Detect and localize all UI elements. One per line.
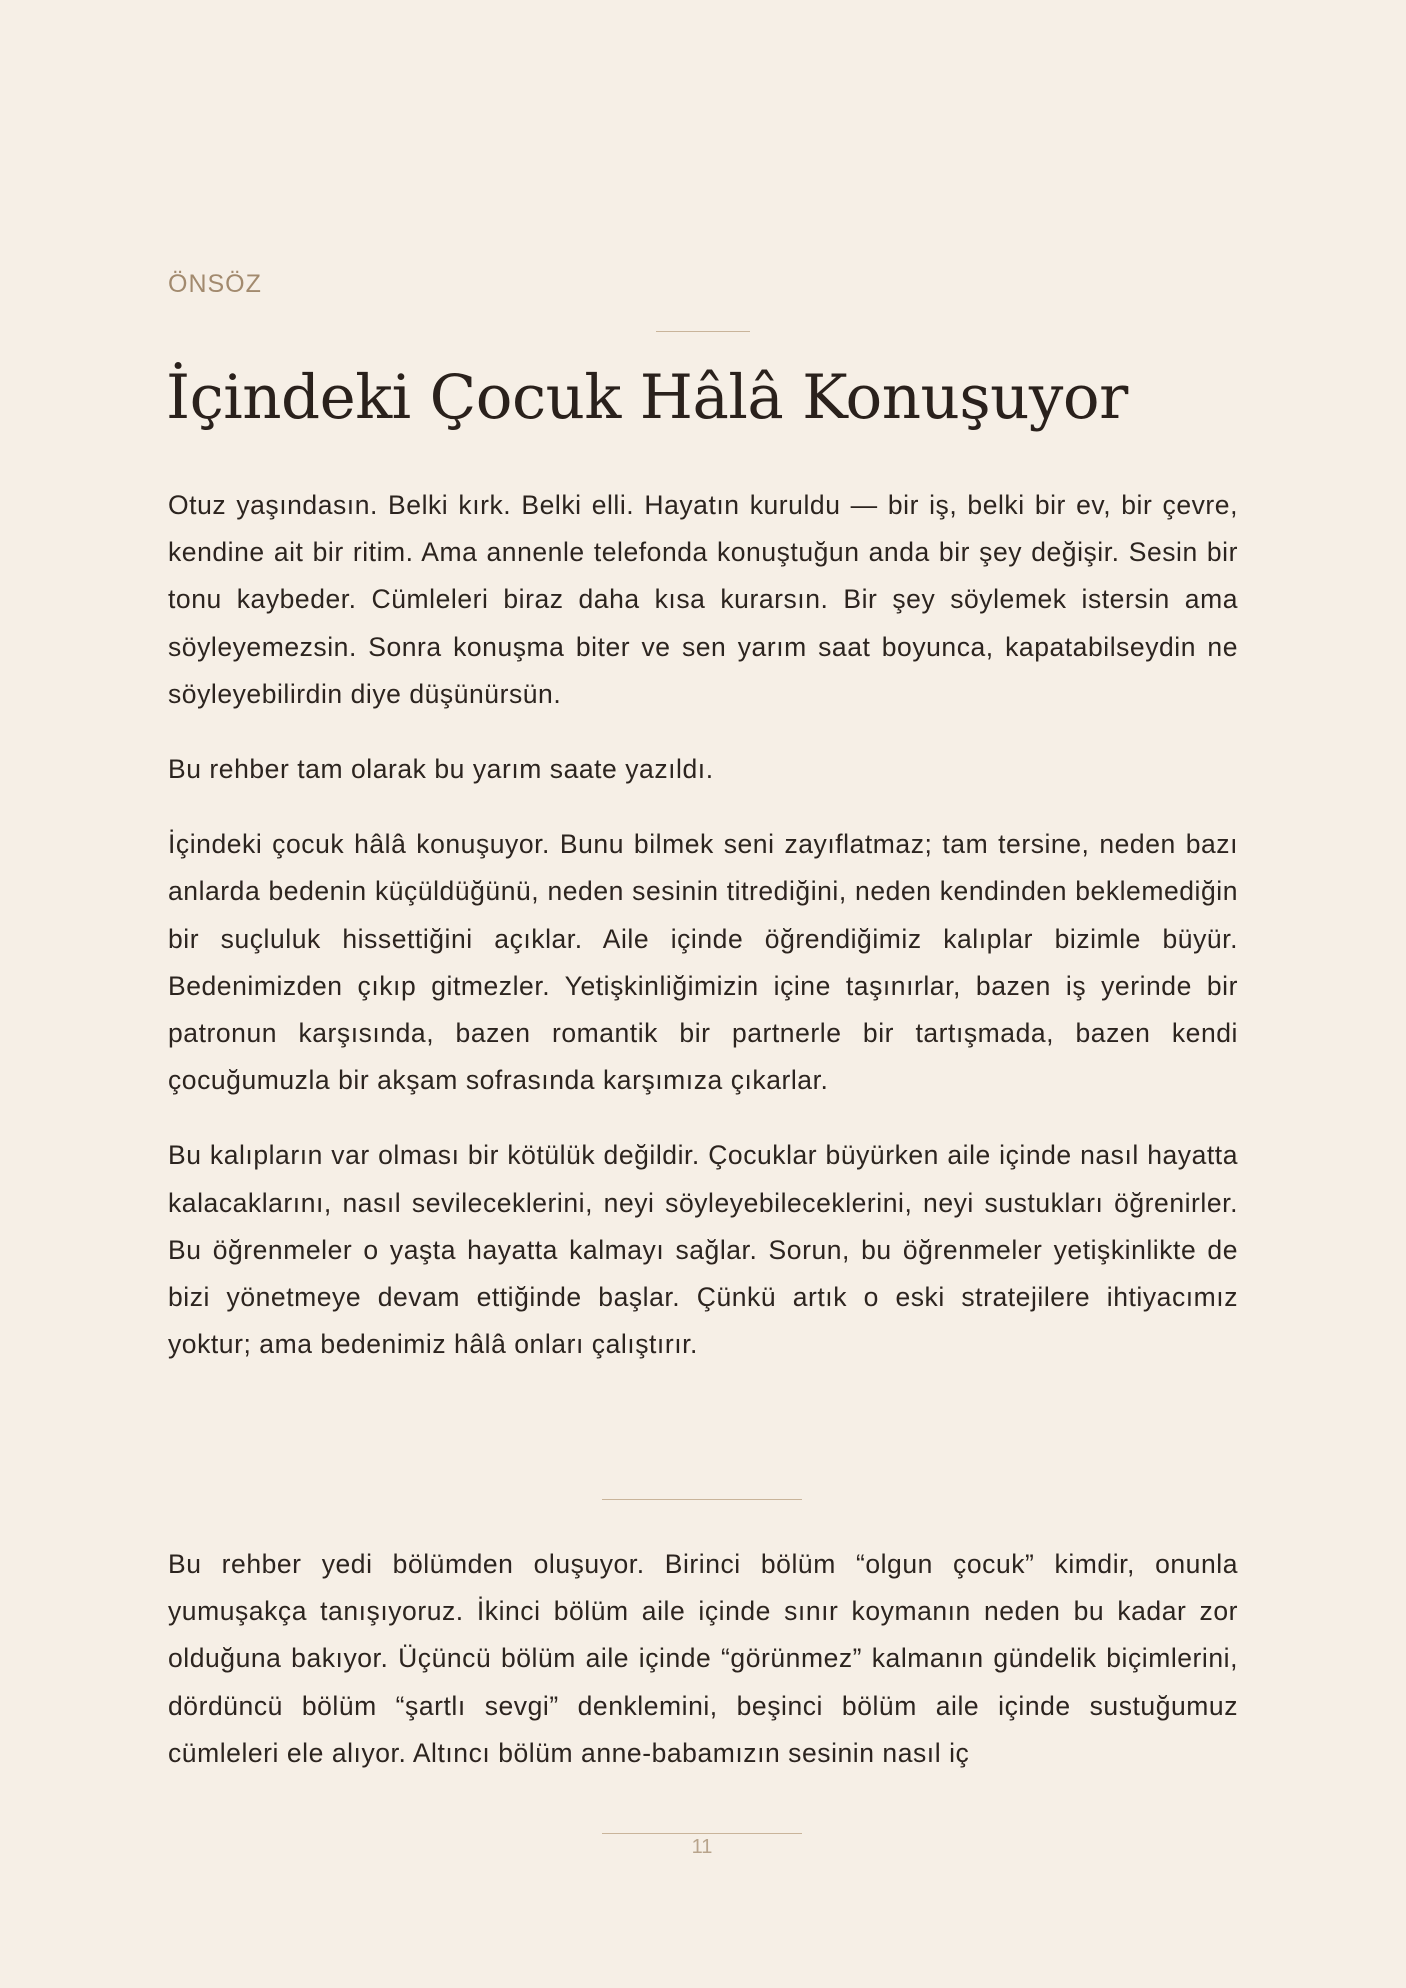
- paragraph: İçindeki çocuk hâlâ konuşuyor. Bunu bilmek seni zayıflatmaz; tam tersine, neden bazı anlarda bedenin küçüldüğünü, neden sesinin titrediğini, neden kendinden beklemediğin bir suçluluk hissettiğini açıklar. Aile içinde öğrendiğimiz kalıplar bizimle büyür. Bedenimizden çıkıp gitmezler. Yetişkinliğimizin içine taşınırlar, bazen iş yerinde bir patronun karşısında, bazen romantik bir partnerle bir tartışmada, bazen kendi çocuğumuzla bir akşam sofrasında karşımıza çıkarlar.: [168, 829, 1238, 1096]
- body-text-continued: [168, 1541, 1238, 1781]
- section-divider: [602, 1499, 802, 1500]
- chapter-title: İçindeki Çocuk Hâlâ Konuşuyor: [166, 362, 1128, 433]
- title-divider: [656, 331, 750, 332]
- footer-divider: [602, 1833, 802, 1834]
- paragraph: Bu rehber yedi bölümden oluşuyor. Birinci bölüm “olgun çocuk” kimdir, onunla yumuşakça tanışıyoruz. İkinci bölüm aile içinde sınır koymanın neden bu kadar zor olduğuna bakıyor. Üçüncü bölüm aile içinde “görünmez” kalmanın gündelik biçimlerini, dördüncü bölüm “şartlı sevgi” denklemini, beşinci bölüm aile içinde sustuğumuz cümleleri ele alıyor. Altıncı bölüm anne-babamızın sesinin nasıl iç: [168, 1549, 1238, 1768]
- page-number: 11: [691, 1836, 713, 1858]
- section-label: ÖNSÖZ: [168, 270, 262, 298]
- body-text: [168, 482, 1238, 1396]
- paragraph: Bu rehber tam olarak bu yarım saate yazıldı.: [168, 754, 714, 785]
- paragraph: Otuz yaşındasın. Belki kırk. Belki elli. Hayatın kuruldu — bir iş, belki bir ev, bir çevre, kendine ait bir ritim. Ama annenle telefonda konuştuğun anda bir şey değişir. Sesin bir tonu kaybeder. Cümleleri biraz daha kısa kurarsın. Bir şey söylemek istersin ama söyleyemezsin. Sonra konuşma biter ve sen yarım saat boyunca, kapatabilseydin ne söyleyebilirdin diye düşünürsün.: [168, 490, 1238, 709]
- paragraph: Bu kalıpların var olması bir kötülük değildir. Çocuklar büyürken aile içinde nasıl hayatta kalacaklarını, nasıl sevileceklerini, neyi söyleyebileceklerini, neyi sustukları öğrenirler. Bu öğrenmeler o yaşta hayatta kalmayı sağlar. Sorun, bu öğrenmeler yetişkinlikte de bizi yönetmeye devam ettiğinde başlar. Çünkü artık o eski stratejilere ihtiyacımız yoktur; ama bedenimiz hâlâ onları çalıştırır.: [168, 1140, 1238, 1360]
